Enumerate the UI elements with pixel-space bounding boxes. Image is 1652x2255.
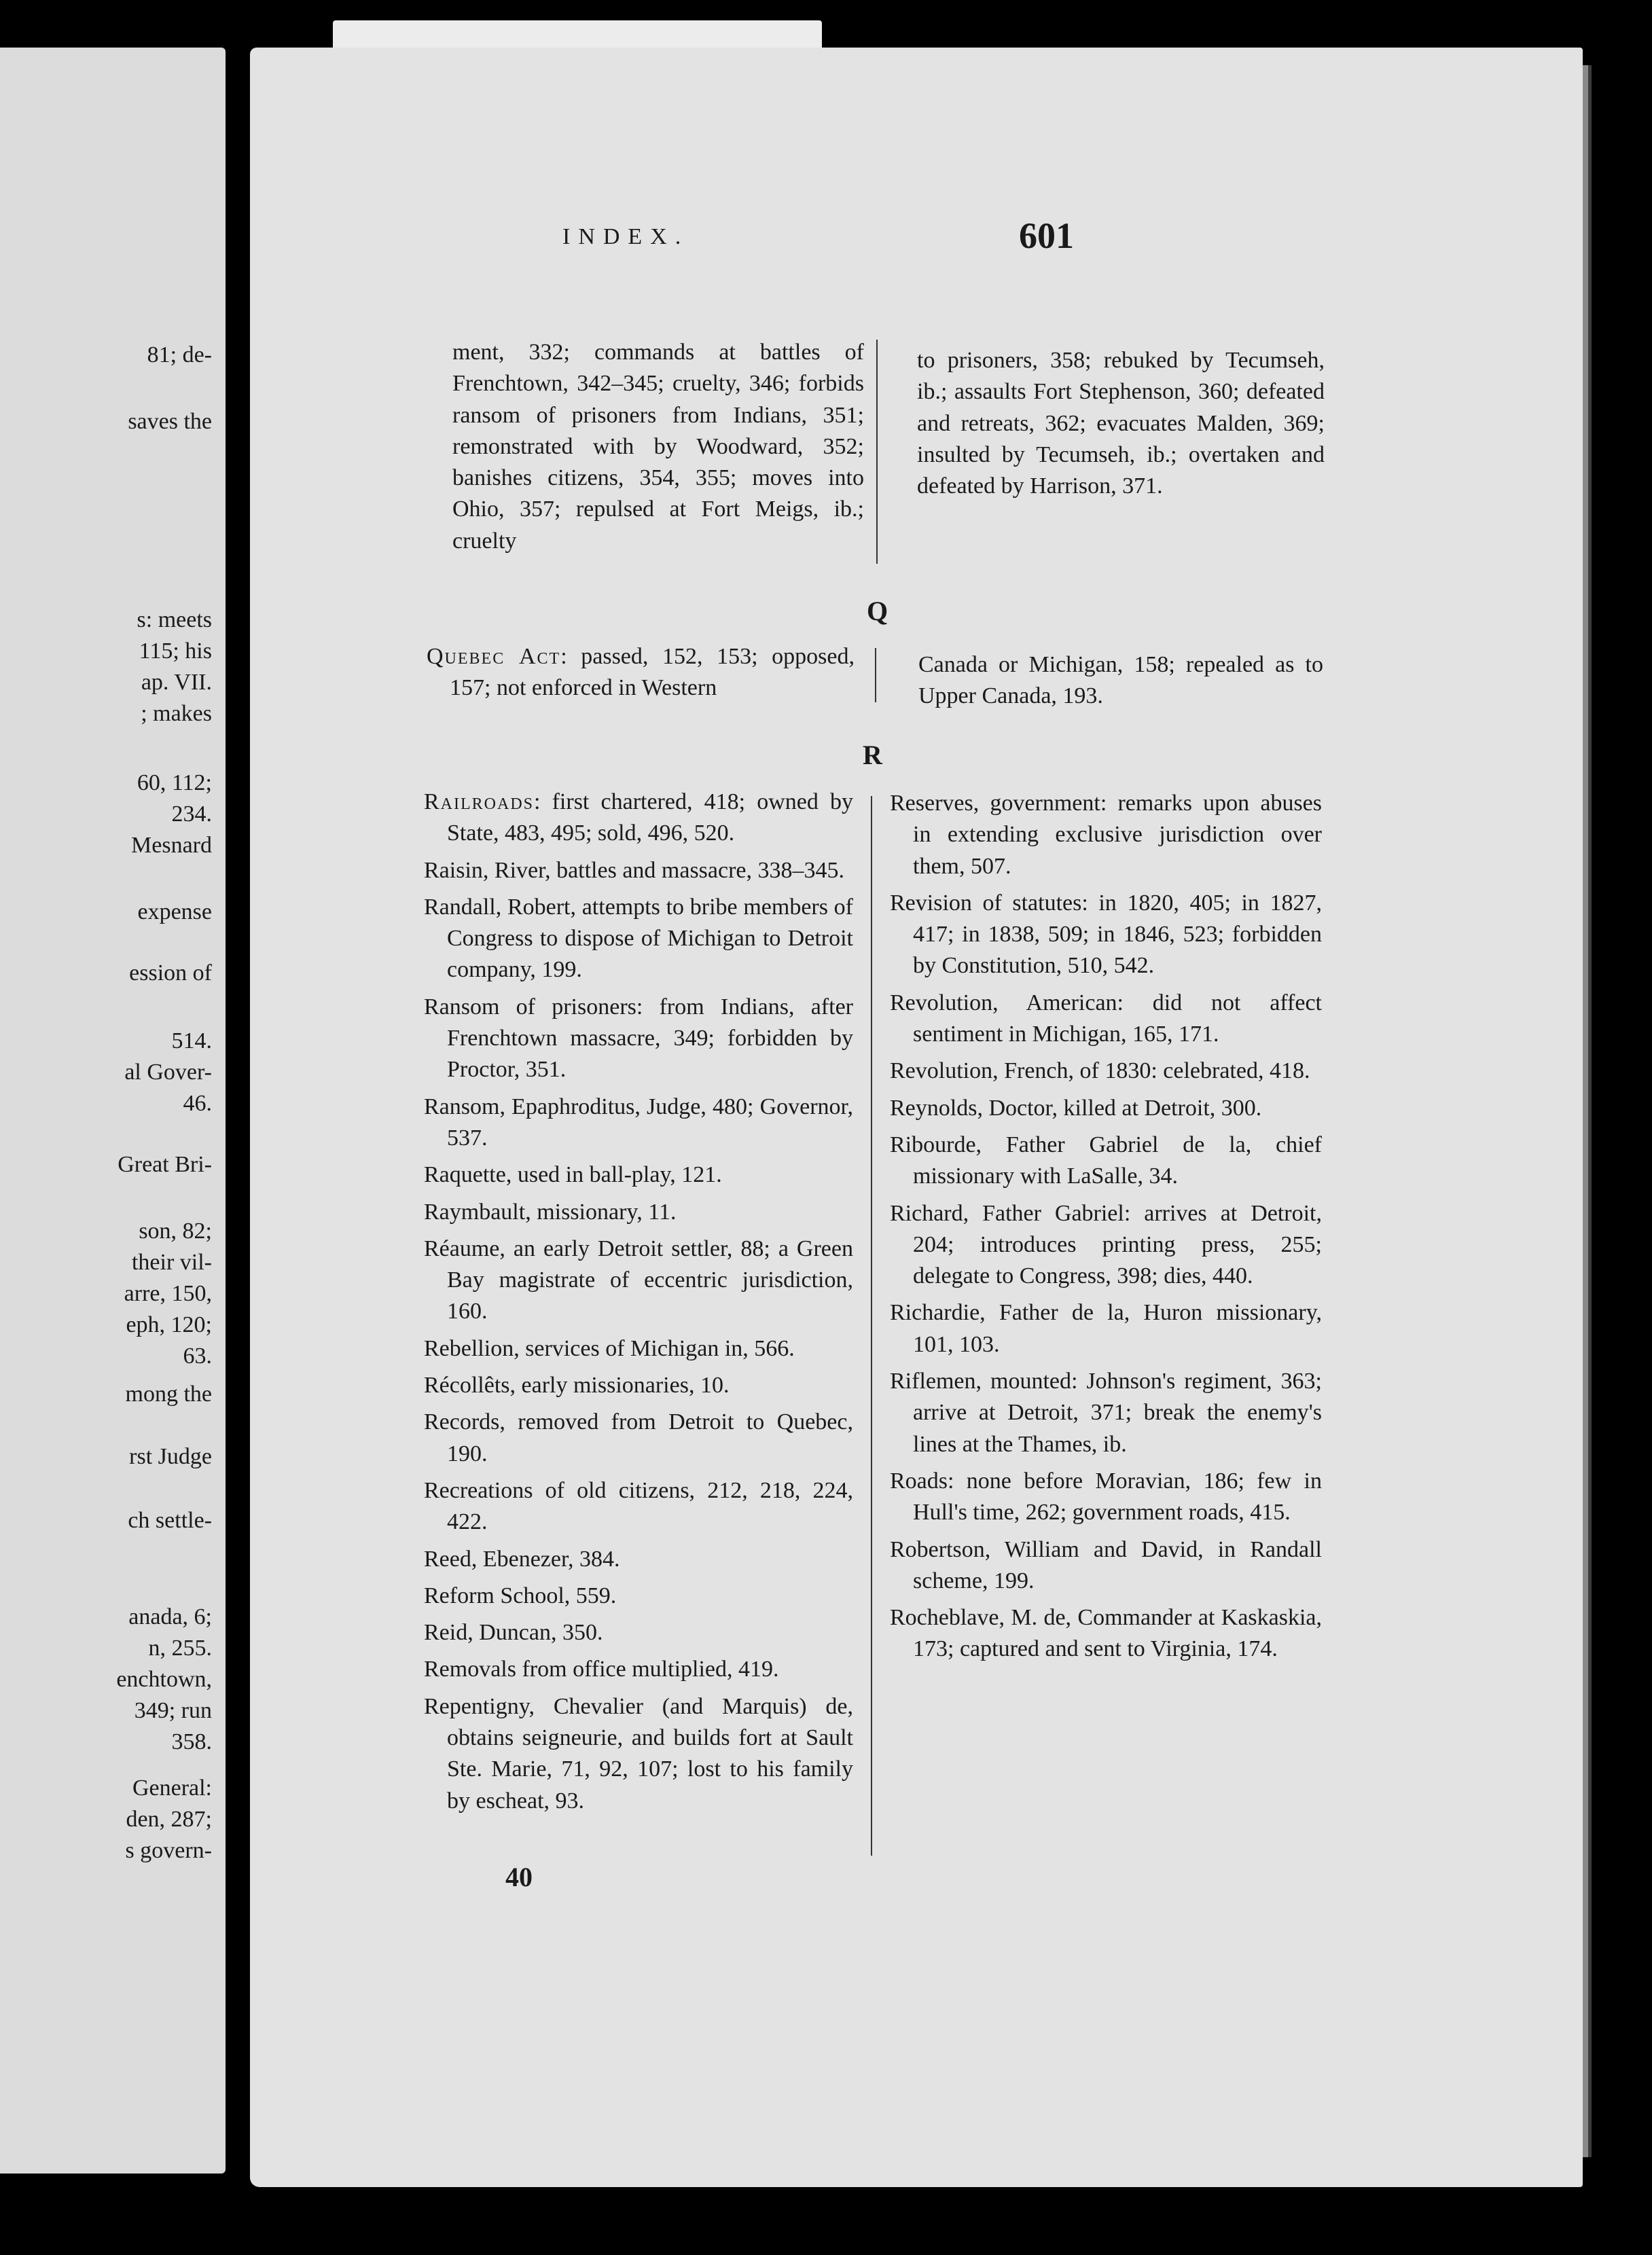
column-rule: [875, 648, 876, 702]
section-letter-q: Q: [867, 596, 888, 626]
top-right-column: [917, 345, 1325, 507]
index-entry: Richard, Father Gabriel: arrives at Detroit, 204; introduces printing press, 255; delegate to Congress, 398; dies, 440.: [890, 1200, 1322, 1289]
r-right-column: [890, 788, 1322, 1671]
index-entry: Repentigny, Chevalier (and Marquis) de, obtains seigneurie, and builds fort at Sault Ste. Marie, 71, 92, 107; lost to his family by escheat, 93.: [424, 1693, 853, 1814]
index-entry: Revision of statutes: in 1820, 405; in 1827, 417; in 1838, 509; in 1846, 523; forbidden by Constitution, 510, 542.: [890, 890, 1322, 979]
left-page-fragment: expense: [137, 899, 212, 924]
left-page-fragment: 234.: [171, 801, 212, 827]
left-page-fragment: 358.: [171, 1729, 212, 1754]
left-page-fragment: eph, 120;: [126, 1312, 212, 1337]
left-page-fragment: 63.: [183, 1343, 212, 1369]
index-entry: [427, 641, 855, 704]
left-page-fragment: General:: [132, 1775, 212, 1801]
left-page-fragment: Mesnard: [131, 833, 212, 858]
index-entry: Records, removed from Detroit to Quebec, 190.: [424, 1409, 853, 1466]
r-left-column: [424, 787, 853, 1822]
continued-entry: ment, 332; commands at battles of Frenchtown, 342–345; cruelty, 346; forbids ransom of prisoners from Indians, 351; remonstrated with by Woodward, 352; banishes citizens, 354, 355; moves into Ohio, 357; repulsed at Fort Meigs, ib.; cruelty: [452, 340, 864, 554]
left-page-fragment: son, 82;: [139, 1219, 212, 1244]
running-title: INDEX.: [562, 224, 689, 249]
index-entry: Reserves, government: remarks upon abuses in extending exclusive jurisdiction over them, 507.: [890, 791, 1322, 879]
index-entry: Reed, Ebenezer, 384.: [424, 1546, 620, 1572]
left-page-fragment: mong the: [125, 1382, 212, 1407]
left-page-fragment: arre, 150,: [124, 1281, 212, 1306]
index-entry: Récollêts, early missionaries, 10.: [424, 1373, 730, 1399]
left-page-fragment: anada, 6;: [128, 1604, 212, 1629]
q-right-column: [918, 649, 1323, 718]
index-entry: Reynolds, Doctor, killed at Detroit, 300.: [890, 1095, 1262, 1121]
continued-entry: to prisoners, 358; rebuked by Tecumseh, ib.; assaults Fort Stephenson, 360; defeated and retreats, 362; evacuates Malden, 369; insulted by Tecumseh, ib.; overtaken and defeated by Harrison, 371.: [917, 348, 1325, 499]
index-entry: Ribourde, Father Gabriel de la, chief missionary with LaSalle, 34.: [890, 1132, 1322, 1189]
index-entry: Raymbault, missionary, 11.: [424, 1199, 677, 1225]
page-edge-shadow: [1588, 65, 1592, 2157]
left-page-fragment: s govern-: [125, 1838, 212, 1863]
left-page-fragment: ; makes: [141, 701, 212, 726]
facing-left-page: [0, 48, 226, 2173]
index-entry: [424, 787, 853, 850]
left-page-fragment: n, 255.: [148, 1636, 212, 1661]
q-left-column: [427, 641, 855, 710]
index-entry: Recreations of old citizens, 212, 218, 224, 422.: [424, 1477, 853, 1535]
left-page-fragment: 514.: [171, 1028, 212, 1053]
index-entry: Randall, Robert, attempts to bribe members of Congress to dispose of Michigan to Detroit company, 199.: [424, 894, 853, 983]
left-page-fragment: 60, 112;: [137, 770, 212, 795]
index-entry: Reid, Duncan, 350.: [424, 1620, 603, 1646]
index-entry: Raquette, used in ball-play, 121.: [424, 1162, 722, 1188]
index-entry: Ransom, Epaphroditus, Judge, 480; Governor, 537.: [424, 1094, 853, 1151]
left-page-fragment: Great Bri-: [118, 1152, 212, 1177]
index-entry: Ransom of prisoners: from Indians, after Frenchtown massacre, 349; forbidden by Proctor, 351.: [424, 994, 853, 1083]
left-page-fragment: 81; de-: [147, 342, 212, 367]
left-page-fragment: 46.: [183, 1091, 212, 1116]
index-entry: Removals from office multiplied, 419.: [424, 1657, 779, 1682]
index-entry: Reform School, 559.: [424, 1583, 617, 1608]
left-page-fragment: rst Judge: [129, 1444, 212, 1469]
index-entry: Roads: none before Moravian, 186; few in Hull's time, 262; government roads, 415.: [890, 1468, 1322, 1526]
index-entry: Riflemen, mounted: Johnson's regiment, 363; arrive at Detroit, 371; break the enemy's lines at the Thames, ib.: [890, 1369, 1322, 1457]
left-page-fragment: enchtown,: [116, 1667, 212, 1692]
page-edge: [1583, 65, 1588, 2157]
entry-text: : passed, 152, 153; opposed, 157; not enforced in Western: [450, 644, 855, 701]
left-page-fragment: al Gover-: [124, 1060, 212, 1085]
entry-text: : first chartered, 418; owned by State, 483, 495; sold, 496, 520.: [447, 789, 853, 846]
index-entry: Revolution, French, of 1830: celebrated, 418.: [890, 1058, 1310, 1084]
left-page-fragment: ap. VII.: [141, 670, 212, 695]
entry-heading: Quebec Act: [427, 644, 561, 669]
left-page-fragment: ch settle-: [128, 1508, 212, 1533]
index-entry: Raisin, River, battles and massacre, 338–345.: [424, 857, 845, 883]
entry-heading: Railroads: [424, 789, 535, 814]
index-entry: Richardie, Father de la, Huron missionary, 101, 103.: [890, 1300, 1322, 1357]
index-entry: Rebellion, services of Michigan in, 566.: [424, 1335, 795, 1361]
left-page-fragment: their vil-: [131, 1250, 212, 1275]
index-entry: Réaume, an early Detroit settler, 88; a Green Bay magistrate of eccentric jurisdiction, 160.: [424, 1235, 853, 1324]
left-page-fragment: ession of: [129, 960, 212, 986]
page-number: 601: [1019, 215, 1074, 256]
left-page-fragment: 115; his: [139, 638, 212, 664]
index-entry: Rocheblave, M. de, Commander at Kaskaskia, 173; captured and sent to Virginia, 174.: [890, 1605, 1322, 1662]
index-entry: Robertson, William and David, in Randall scheme, 199.: [890, 1536, 1322, 1593]
signature-mark: 40: [505, 1862, 533, 1892]
section-letter-r: R: [863, 740, 882, 770]
continued-entry: Canada or Michigan, 158; repealed as to Upper Canada, 193.: [918, 652, 1323, 709]
left-page-fragment: den, 287;: [126, 1807, 212, 1832]
left-page-fragment: 349; run: [134, 1698, 212, 1723]
column-rule: [871, 796, 872, 1856]
index-entry: Revolution, American: did not affect sentiment in Michigan, 165, 171.: [890, 990, 1322, 1047]
left-page-fragment: saves the: [128, 409, 212, 434]
left-page-fragment: s: meets: [137, 607, 212, 632]
top-left-column: [452, 337, 864, 562]
column-rule: [876, 340, 878, 564]
